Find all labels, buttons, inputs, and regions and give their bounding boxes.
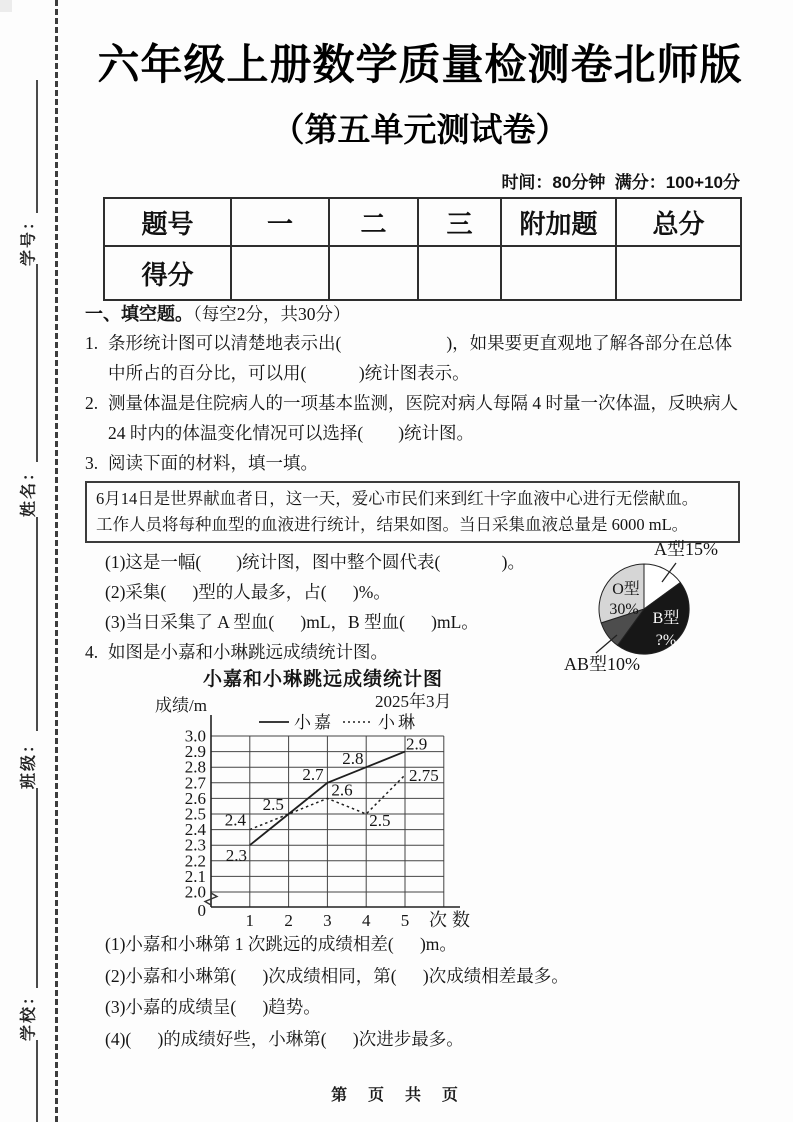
svg-text:2.6: 2.6 — [184, 788, 206, 808]
svg-text:2.5: 2.5 — [262, 795, 284, 814]
question-4-sub-2: (2)小嘉和小琳第( )次成绩相同，第( )次成绩相差最多。 — [105, 965, 569, 986]
svg-text:AB型10%: AB型10% — [564, 654, 640, 674]
svg-text:2.8: 2.8 — [184, 757, 206, 777]
question-1 — [85, 328, 740, 388]
question-text: 如图是小嘉和小琳跳远成绩统计图。 — [108, 642, 388, 662]
svg-text:次数: 次数 — [429, 910, 475, 929]
sidebar-blank-line — [36, 517, 38, 731]
question-4-sub-3: (3)小嘉的成绩呈( )趋势。 — [105, 997, 321, 1017]
question-3-sub-3: (3)当日采集了 A 型血( )mL，B 型血( )mL。 — [105, 612, 479, 632]
fill-in-blank-section — [85, 300, 740, 1055]
sidebar-blank-line — [36, 788, 38, 988]
line-chart-svg — [142, 667, 566, 929]
svg-text:2.3: 2.3 — [225, 846, 248, 866]
reading-material-box — [85, 481, 740, 543]
pie-chart-blood-types — [560, 537, 793, 677]
question-4-sub-1: (1)小嘉和小琳第 1 次跳远的成绩相差( )m。 — [105, 934, 457, 954]
svg-text:3.0: 3.0 — [184, 726, 206, 746]
svg-text:小嘉: 小嘉 — [294, 713, 334, 732]
svg-text:2025年3月: 2025年3月 — [375, 692, 452, 711]
material-line: 6月14日是世界献血者日，这一天，爱心市民们来到红十字血液中心进行无偿献血。 — [96, 489, 699, 508]
material-line: 工作人员将每种血型的血液进行统计，结果如图。当日采集血液总量是 6000 mL。 — [96, 515, 689, 534]
score-table-cell-part3: 三 — [418, 198, 501, 246]
svg-text:1: 1 — [245, 911, 255, 929]
score-entry-cell — [616, 246, 741, 300]
svg-text:2.5: 2.5 — [184, 804, 206, 824]
question-text: 条形统计图可以清楚地表示出( )，如果要更直观地了解各部分在总体中所占的百分比，可以用( )统计图表示。 — [108, 333, 733, 383]
svg-text:30%: 30% — [609, 601, 639, 618]
svg-text:0: 0 — [197, 901, 206, 920]
svg-text:2.9: 2.9 — [406, 734, 428, 754]
svg-text:2.3: 2.3 — [184, 835, 206, 855]
svg-text:2.2: 2.2 — [184, 851, 206, 871]
question-number: 4. — [85, 642, 99, 662]
page-footer: 第 页 共 页 — [331, 1087, 462, 1104]
section-heading — [85, 300, 740, 328]
svg-text:2.7: 2.7 — [302, 764, 324, 784]
svg-text:2.0: 2.0 — [184, 882, 206, 902]
svg-text:2.6: 2.6 — [331, 780, 353, 800]
sidebar-label-name: 姓名： — [20, 462, 38, 518]
svg-text:A型15%: A型15% — [654, 539, 718, 559]
svg-text:O型: O型 — [612, 581, 640, 598]
svg-text:B型: B型 — [652, 610, 680, 627]
sidebar-blank-line — [36, 80, 38, 213]
svg-text:2.9: 2.9 — [184, 742, 206, 762]
time-fullscore-info: 时间：80分钟 满分：100+10分 — [501, 173, 740, 192]
question-3-subitems — [85, 547, 557, 637]
sidebar-label-class: 班级： — [20, 734, 38, 790]
svg-text:小琳: 小琳 — [378, 713, 418, 732]
svg-text:2.75: 2.75 — [409, 766, 439, 785]
score-table-cell-part1: 一 — [231, 198, 329, 246]
sidebar-blank-line — [36, 1040, 38, 1122]
svg-text:小嘉和小琳跳远成绩统计图: 小嘉和小琳跳远成绩统计图 — [202, 669, 444, 690]
section-heading-points: （每空2分，共30分） — [193, 304, 351, 324]
svg-text:2: 2 — [284, 911, 293, 929]
sidebar-label-school: 学校： — [20, 986, 38, 1042]
score-table-cell-part2: 二 — [329, 198, 418, 246]
question-3 — [85, 448, 740, 478]
score-table-cell-bonus: 附加题 — [501, 198, 616, 246]
svg-text:5: 5 — [400, 911, 410, 929]
paper-subtitle: （第五单元测试卷） — [271, 111, 569, 148]
svg-text:2.1: 2.1 — [184, 866, 206, 886]
sidebar-blank-line — [36, 264, 38, 462]
svg-text:2.4: 2.4 — [184, 820, 206, 840]
svg-text:2.5: 2.5 — [369, 811, 391, 830]
score-entry-cell — [329, 246, 418, 300]
seal-dashed-line — [55, 0, 58, 1122]
svg-text:2.8: 2.8 — [342, 749, 364, 769]
question-3-sub-1: (1)这是一幅( )统计图，图中整个圆代表( )。 — [105, 552, 525, 572]
question-4-sub-4: (4)( )的成绩好些，小琳第( )次进步最多。 — [105, 1028, 464, 1049]
line-chart — [142, 667, 566, 929]
question-3-sub-2: (2)采集( )型的人最多，占( )%。 — [105, 582, 391, 602]
question-text: 测量体温是住院病人的一项基本监测，医院对病人每隔 4 时量一次体温，反映病人 24 时内的体温变化情况可以选择( )统计图。 — [108, 393, 738, 443]
score-table-cell-question-no: 题号 — [104, 198, 231, 246]
scan-artifact — [0, 0, 12, 12]
score-table-cell-total: 总分 — [616, 198, 741, 246]
score-entry-cell — [501, 246, 616, 300]
question-4-subitems — [85, 929, 740, 1055]
score-table-cell-score-label: 得分 — [104, 246, 231, 300]
score-table — [103, 197, 742, 301]
svg-text:?%: ?% — [655, 632, 677, 649]
question-text: 阅读下面的材料，填一填。 — [108, 453, 318, 473]
svg-text:成绩/m: 成绩/m — [155, 696, 207, 715]
score-table-score-row — [104, 246, 741, 300]
score-entry-cell — [231, 246, 329, 300]
section-heading-title: 一、填空题。 — [85, 304, 193, 324]
svg-text:2.4: 2.4 — [224, 810, 247, 830]
sidebar-label-student-id: 学号： — [20, 211, 38, 267]
pie-chart-svg — [560, 537, 793, 677]
question-number: 2. — [85, 393, 99, 413]
svg-text:4: 4 — [361, 911, 371, 929]
score-table-header-row — [104, 198, 741, 246]
score-entry-cell — [418, 246, 501, 300]
svg-text:3: 3 — [323, 911, 332, 929]
question-number: 1. — [85, 333, 99, 353]
question-2 — [85, 388, 740, 448]
svg-text:2.7: 2.7 — [184, 773, 206, 793]
question-number: 3. — [85, 453, 99, 473]
paper-title: 六年级上册数学质量检测卷北师版 — [97, 41, 743, 88]
